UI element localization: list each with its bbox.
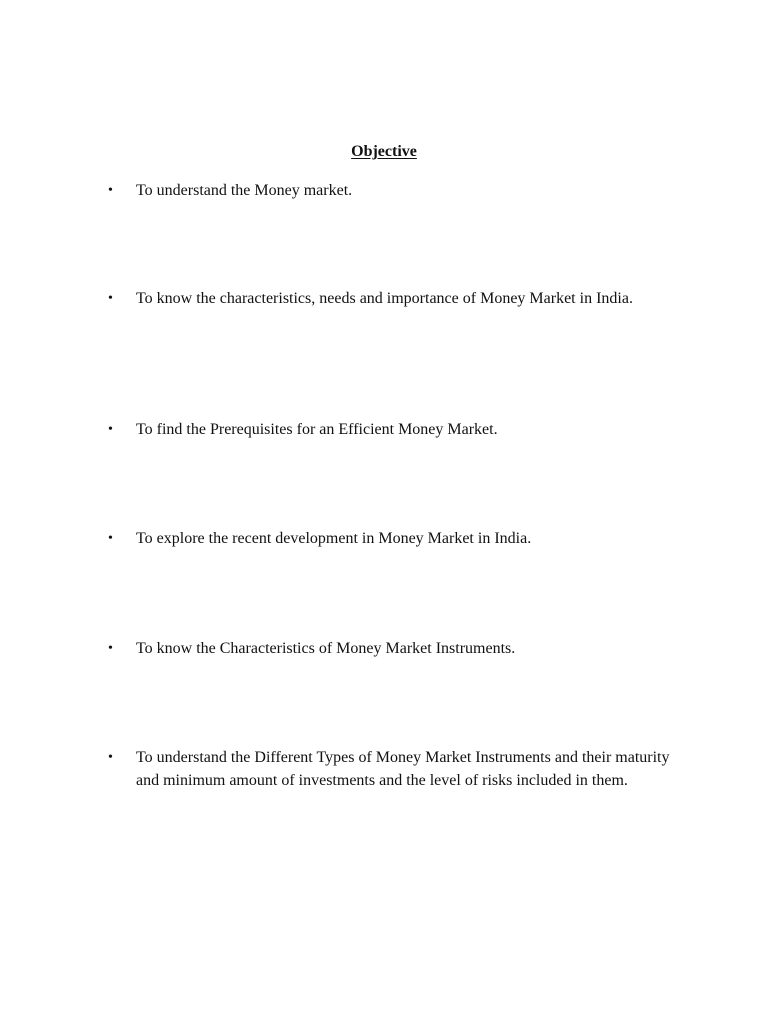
list-item-text: To know the Characteristics of Money Market Instruments.: [136, 640, 516, 657]
bullet-icon: •: [108, 183, 113, 198]
bullet-icon: •: [108, 422, 113, 437]
bullet-icon: •: [108, 291, 113, 306]
list-item-text: To explore the recent development in Money Market in India.: [136, 530, 532, 547]
list-item-text: To know the characteristics, needs and importance of Money Market in India.: [136, 290, 633, 307]
page-title: Objective: [351, 143, 417, 160]
list-item-text: To understand the Money market.: [136, 182, 353, 199]
bullet-icon: •: [108, 531, 113, 546]
bullet-icon: •: [108, 750, 113, 765]
list-item-text: To find the Prerequisites for an Efficient Money Market.: [136, 421, 498, 438]
list-item-text: To understand the Different Types of Money Market Instruments and their maturity and minimum amount of investments and the level of risks included in them.: [136, 749, 670, 789]
bullet-icon: •: [108, 641, 113, 656]
